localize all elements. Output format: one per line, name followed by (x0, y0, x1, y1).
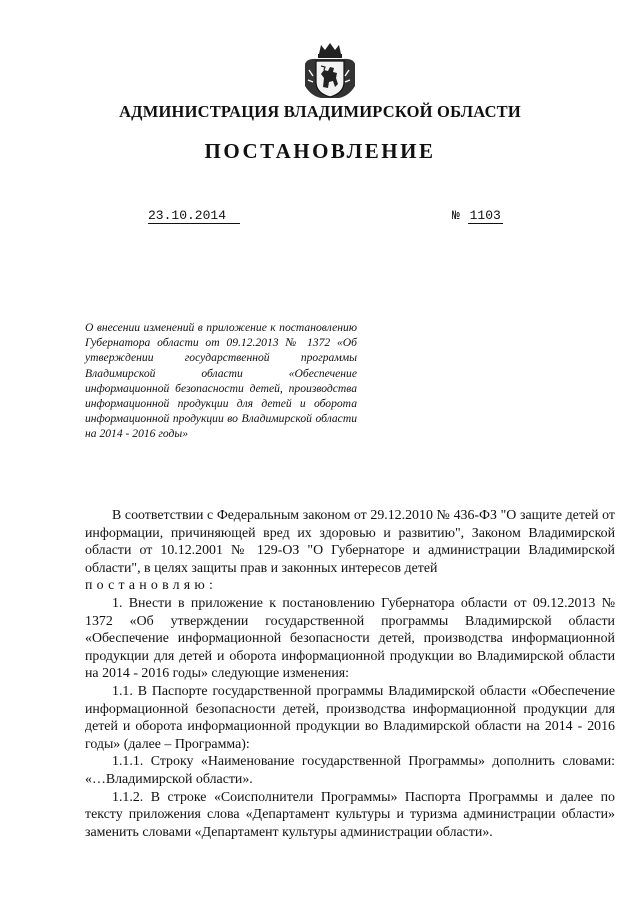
item-1-1-2-paragraph: 1.1.2. В строке «Соисполнители Программы» Паспорта Программы и далее по тексту приложения слова «Департамент культуры и туризма администрации области» заменить словами «Департамент культуры администрации области». (85, 789, 615, 840)
item-1-1-paragraph: 1.1. В Паспорте государственной программы Владимирской области «Обеспечение информационной безопасности детей, производства информационной продукции для детей и оборота информационной продукции во Владимирской области на 2014 - 2016 годы» (далее – Программа): (85, 683, 615, 752)
document-type: ПОСТАНОВЛЕНИЕ (204, 139, 436, 163)
document-number (452, 208, 503, 223)
number-value: 1103 (469, 208, 501, 223)
document-date: 23.10.2014 (148, 208, 240, 224)
organization-name: АДМИНИСТРАЦИЯ ВЛАДИМИРСКОЙ ОБЛАСТИ (119, 102, 521, 121)
coat-of-arms-icon (299, 40, 361, 102)
resolve-word: постановляю: (85, 578, 218, 594)
preamble-paragraph: В соответствии с Федеральным законом от 29.12.2010 № 436-ФЗ "О защите детей от информации, причиняющей вред их здоровью и развитию", Законом Владимирской области от 10.12.2001 № 129-ОЗ "О Губернаторе и администрации Владимирской области", в целях защиты прав и законных интересов детей (85, 508, 615, 576)
item-1-1-1-paragraph: 1.1.1. Строку «Наименование государственной Программы» дополнить словами: «…Владимирской области». (85, 754, 615, 787)
document-body (85, 507, 615, 841)
number-sign: № (452, 208, 460, 223)
document-subject: О внесении изменений в приложение к постановлению Губернатора области от 09.12.2013 № 1372 «Об утверждении государственной программы Владимирской области «Обеспечение информационной безопасности детей, производства информационной продукции для детей и оборота информационной продукции во Владимирской области на 2014 - 2016 годы» (85, 321, 357, 441)
item-1-paragraph: 1. Внести в приложение к постановлению Губернатора области от 09.12.2013 № 1372 «Об утверждении государственной программы Владимирской области «Обеспечение информационной безопасности детей, производства информационной продукции для детей и оборота информационной продукции во Владимирской области на 2014 - 2016 годы» следующие изменения: (85, 595, 615, 682)
